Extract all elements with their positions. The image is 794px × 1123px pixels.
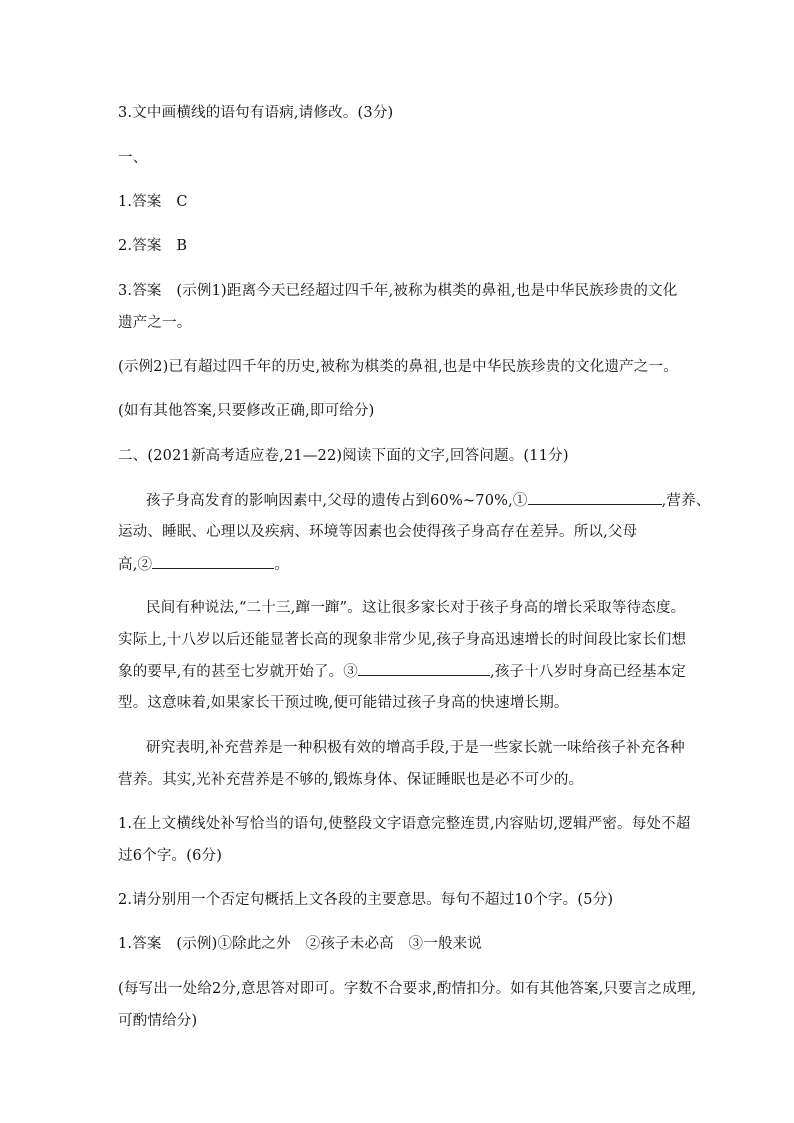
passage-p1-line-3: [118, 554, 289, 575]
passage-p3-line-2: 营养。其实,光补充营养是不够的,锻炼身体、保证睡眠也是必不可少的。: [118, 772, 584, 788]
section-1-heading: 一、: [118, 150, 148, 166]
passage-p2-line-2: 实际上,十八岁以后还能显著长高的现象非常少见,孩子身高迅速增长的时间段比家长们想: [118, 632, 687, 648]
passage-p2-line-1: 民间有种说法,“二十三,蹿一蹿”。这让很多家长对于孩子身高的增长采取等待态度。: [146, 600, 686, 616]
answer-q1-note-line-2: 可酌情给分): [118, 1013, 198, 1029]
passage-p3-line-1: 研究表明,补充营养是一种积极有效的增高手段,于是一些家长就一味给孩子补充各种: [146, 740, 685, 756]
answer-2: 2.答案 B: [118, 238, 188, 254]
section-2-heading: 二、(2021新高考适应卷,21—22)阅读下面的文字,回答问题。(11分): [118, 448, 569, 464]
passage-p1-line-2: 运动、睡眠、心理以及疾病、环境等因素也会使得孩子身高存在差异。所以,父母: [118, 524, 638, 540]
passage-p1-line-1: [146, 490, 711, 511]
answer-3-line-1: 3.答案 (示例1)距离今天已经超过四千年,被称为棋类的鼻祖,也是中华民族珍贵的文化: [118, 283, 678, 299]
passage-text: 高,②: [118, 557, 153, 573]
answer-q1-note-line-1: (每写出一处给2分,意思答对即可。字数不合要求,酌情扣分。如有其他答案,只要言之成理,: [118, 981, 697, 997]
passage-text: ,营养、: [661, 493, 711, 509]
passage-p2-line-3: [118, 661, 686, 682]
passage-text: 象的要早,有的甚至七岁就开始了。③: [118, 664, 359, 680]
question-2: 2.请分别用一个否定句概括上文各段的主要意思。每句不超过10个字。(5分): [118, 892, 614, 908]
passage-text: ,孩子十八岁时身高已经基本定: [490, 664, 686, 680]
fill-blank-2[interactable]: [152, 554, 274, 569]
answer-3-note: (如有其他答案,只要修改正确,即可给分): [118, 403, 375, 419]
passage-text: 孩子身高发育的影响因素中,父母的遗传占到60%~70%,①: [146, 493, 528, 509]
passage-text: 。: [274, 557, 289, 573]
answer-3-line-2: 遗产之一。: [118, 315, 192, 331]
answer-q1: 1.答案 (示例)①除此之外 ②孩子未必高 ③一般来说: [118, 936, 483, 952]
answer-1: 1.答案 C: [118, 194, 188, 210]
passage-p2-line-4: 型。这意味着,如果家长干预过晚,便可能错过孩子身高的快速增长期。: [118, 695, 569, 711]
question-1-line-2: 过6个字。(6分): [118, 848, 223, 864]
question-3-prompt: 3.文中画横线的语句有语病,请修改。(3分): [118, 105, 394, 121]
fill-blank-3[interactable]: [358, 661, 490, 676]
question-1-line-1: 1.在上文横线处补写恰当的语句,使整段文字语意完整连贯,内容贴切,逻辑严密。每处不超: [118, 816, 691, 832]
answer-3-example-2: (示例2)已有超过四千年的历史,被称为棋类的鼻祖,也是中华民族珍贵的文化遗产之一。: [118, 359, 678, 375]
fill-blank-1[interactable]: [528, 490, 662, 505]
